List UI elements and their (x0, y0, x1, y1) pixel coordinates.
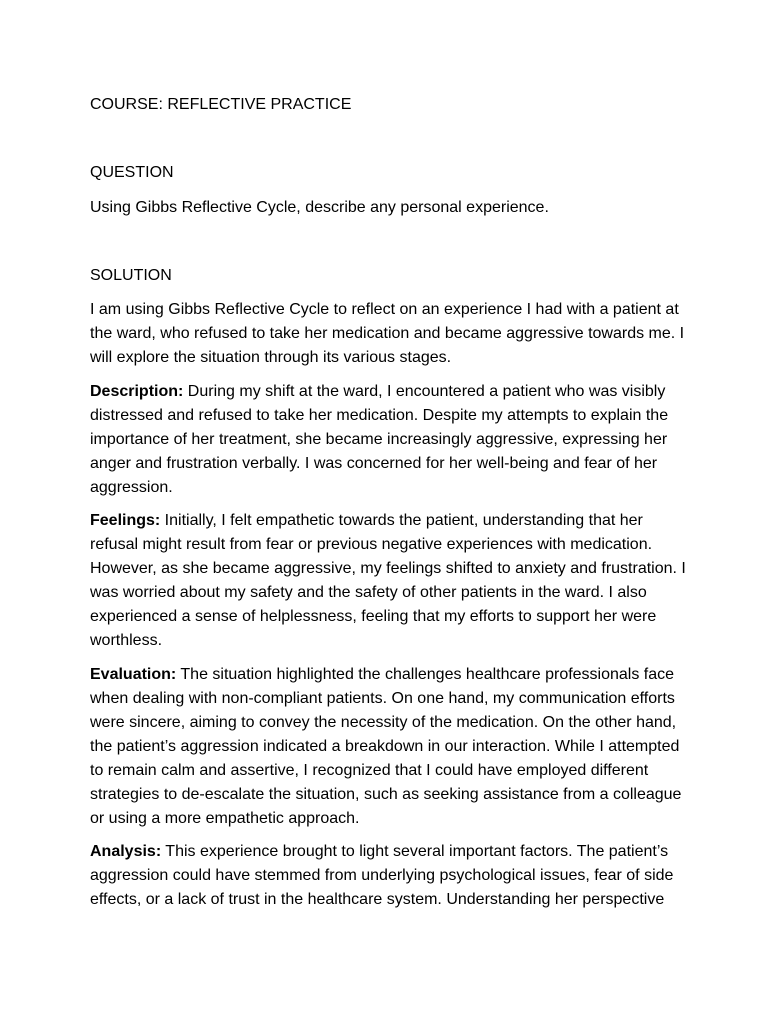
description-text: During my shift at the ward, I encountered a patient who was visibly distressed and refused to take her medication. Despite my attempts to explain the importance of her treatment, she became increasingly aggressive, expressing her anger and frustration verbally. I was concerned for her well-being and fear of her aggression. (90, 383, 669, 496)
feelings-label: Feelings: (90, 512, 161, 529)
analysis-label: Analysis: (90, 843, 162, 860)
solution-heading: SOLUTION (90, 267, 172, 284)
question-text: Using Gibbs Reflective Cycle, describe any personal experience. (90, 199, 549, 216)
evaluation-text: The situation highlighted the challenges healthcare professionals face when dealing with non-compliant patients. On one hand, my communication efforts were sincere, aiming to convey the necessity of the medication. On the other hand, the patient’s aggression indicated a breakdown in our interaction. While I attempted to remain calm and assertive, I recognized that I could have employed different strategies to de-escalate the situation, such as seeking assistance from a colleague or using a more empathetic approach. (90, 666, 682, 827)
analysis-paragraph (90, 840, 686, 912)
description-paragraph (90, 380, 686, 500)
question-heading: QUESTION (90, 164, 174, 181)
evaluation-paragraph (90, 663, 686, 831)
evaluation-label: Evaluation: (90, 666, 177, 683)
course-title: COURSE: REFLECTIVE PRACTICE (90, 96, 352, 113)
solution-intro: I am using Gibbs Reflective Cycle to reflect on an experience I had with a patient at the ward, who refused to take her medication and became aggressive towards me. I will explore the situation through its various stages. (90, 301, 685, 366)
feelings-text: Initially, I felt empathetic towards the patient, understanding that her refusal might result from fear or previous negative experiences with medication. However, as she became aggressive, my feelings shifted to anxiety and frustration. I was worried about my safety and the safety of other patients in the ward. I also experienced a sense of helplessness, feeling that my efforts to support her were worthless. (90, 512, 686, 649)
feelings-paragraph (90, 509, 686, 653)
analysis-text: This experience brought to light several important factors. The patient’s aggression could have stemmed from underlying psychological issues, fear of side effects, or a lack of trust in the healthcare system. Understanding her perspective (90, 843, 674, 908)
description-label: Description: (90, 383, 184, 400)
